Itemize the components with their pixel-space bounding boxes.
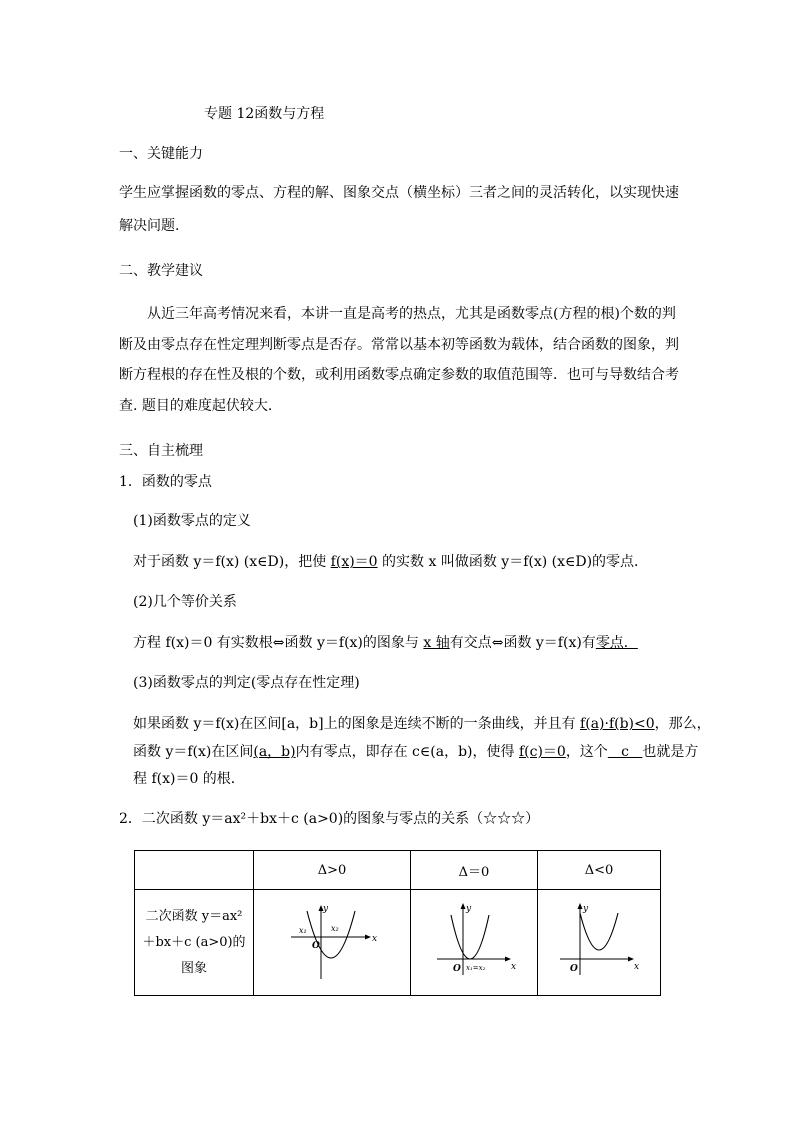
section3-heading: 三、自主梳理 — [119, 443, 203, 459]
section2-line2: 断及由零点存在性定理判断零点是否存。常常以基本初等函数为载体，结合函数的图象，判 — [119, 337, 679, 353]
definition-line: 对于函数 y＝f(x) (x∈D)，把使 f(x)＝0 的实数 x 叫做函数 y＝f(x) (x∈D)的零点． — [133, 554, 649, 570]
graph-cell-no-roots — [538, 890, 661, 996]
root-x2-label: x₂ — [331, 923, 339, 933]
item1-title: 1．函数的零点 — [119, 474, 212, 490]
theorem-line2: 函数 y＝f(x)在区间(a，b)内有零点，即存在 c∈(a，b)，使得 f(c)＝0，这个 c 也就是方 — [133, 744, 699, 760]
y-axis-label: y — [323, 903, 329, 914]
item2-title: 2．二次函数 y＝ax²＋bx＋c (a>0)的图象与零点的关系（☆☆☆） — [119, 811, 540, 827]
equivalence-line: 方程 f(x)＝0 有实数根⇔函数 y＝f(x)的图象与 x 轴有交点⇔函数 y＝f(x)有零点． — [133, 635, 638, 651]
origin-label: O — [312, 940, 320, 951]
theorem-line1: 如果函数 y＝f(x)在区间[a，b]上的图象是连续不断的一条曲线，并且有 f(a)·f(b)<0，那么， — [133, 716, 711, 732]
sub1-title: (1)函数零点的定义 — [133, 513, 251, 529]
y-axis-label: y — [583, 903, 589, 914]
quadratic-table — [134, 850, 661, 996]
table-graph-row — [135, 890, 661, 996]
y-axis-label: y — [466, 903, 472, 914]
header-delta-positive: Δ>0 — [254, 851, 411, 890]
x-axis-label: x — [634, 961, 640, 972]
sub3-title: (3)函数零点的判定(零点存在性定理) — [133, 675, 360, 691]
x-axis-label: x — [372, 933, 377, 944]
parabola-two-roots-graph — [287, 901, 377, 981]
header-cell-empty — [135, 851, 254, 890]
root-x1-label: x₁ — [299, 925, 307, 935]
parabola-double-root-graph — [429, 901, 519, 981]
origin-label: O — [453, 963, 461, 974]
parabola-no-roots-graph — [554, 901, 644, 981]
double-root-label: x₁=x₂ — [466, 963, 486, 972]
row-label: 二次函数 y＝ax² ＋bx＋c (a>0)的 图象 — [135, 890, 254, 996]
table-header-row — [135, 851, 661, 890]
origin-label: O — [570, 963, 578, 974]
header-delta-zero: Δ＝0 — [411, 851, 538, 890]
section2-line1: 从近三年高考情况来看，本讲一直是高考的热点，尤其是函数零点(方程的根)个数的判 — [147, 306, 676, 322]
x-axis-label: x — [511, 961, 517, 972]
graph-cell-two-roots — [254, 890, 411, 996]
page-title: 专题 12函数与方程 — [204, 106, 325, 122]
section1-line2: 解决问题. — [119, 218, 180, 234]
section2-line4: 查. 题目的难度起伏较大. — [119, 398, 273, 414]
graph-cell-double-root — [411, 890, 538, 996]
section1-heading: 一、关键能力 — [119, 146, 203, 162]
section2-heading: 二、教学建议 — [119, 263, 203, 279]
theorem-line3: 程 f(x)＝0 的根． — [133, 771, 245, 787]
section2-line3: 断方程根的存在性及根的个数，或利用函数零点确定参数的取值范围等．也可与导数结合考 — [119, 367, 679, 383]
header-delta-negative: Δ<0 — [538, 851, 661, 890]
section1-line1: 学生应掌握函数的零点、方程的解、图象交点（横坐标）三者之间的灵活转化，以实现快速 — [119, 185, 679, 201]
sub2-title: (2)几个等价关系 — [133, 594, 237, 610]
